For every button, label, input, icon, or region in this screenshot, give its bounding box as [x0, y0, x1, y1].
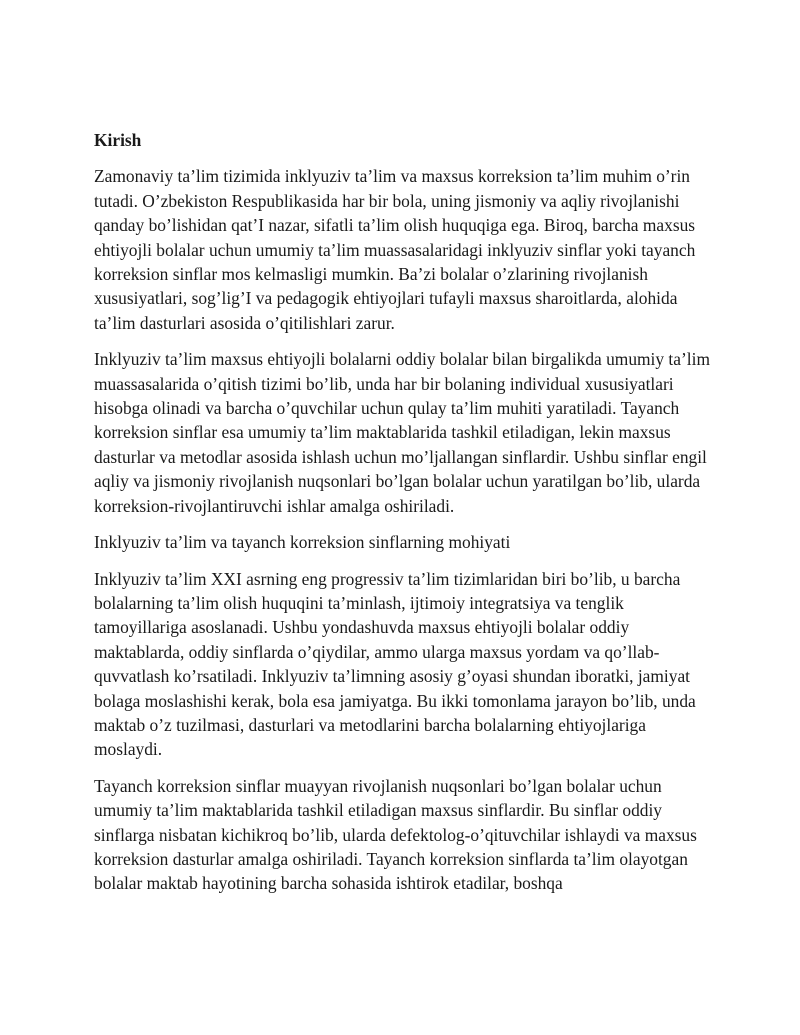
paragraph-inclusive-definition: Inklyuziv ta’lim maxsus ehtiyojli bolalarni oddiy bolalar bilan birgalikda umumiy ta’lim muassasalarida o’qitish tizimi bo’lib, unda har bir bolaning individual xususiyatlari hisobga olinadi va barcha o’quvchilar uchun qulay ta’lim muhiti yaratiladi. Tayanch korreksion sinflar esa umumiy ta’lim maktablarida tashkil etiladigan, lekin maxsus dasturlar va metodlar asosida ishlash uchun mo’ljallangan sinflardir. Ushbu sinflar engil aqliy va jismoniy rivojlanish nuqsonlari bo’lgan bolalar uchun yaratilgan bo’lib, ularda korreksion-rivojlantiruvchi ishlar amalga oshiriladi. [94, 349, 710, 516]
paragraph-intro: Zamonaviy ta’lim tizimida inklyuziv ta’lim va maxsus korreksion ta’lim muhim o’rin tutadi. O’zbekiston Respublikasida har bir bola, uning jismoniy va aqliy rivojlanishi qanday bo’lishidan qat’I nazar, sifatli ta’lim olish huquqiga ega. Biroq, barcha maxsus ehtiyojli bolalar uchun umumiy ta’lim muassasalaridagi inklyuziv sinflar yoki tayanch korreksion sinflar mos kelmasligi mumkin. Ba’zi bolalar o’zlarining rivojlanish xususiyatlari, sog’lig’I va pedagogik ehtiyojlari tufayli maxsus sharoitlarda, alohida ta’lim dasturlari asosida o’qitilishlari zarur. [94, 166, 696, 333]
document-page [94, 128, 710, 908]
paragraph-inclusive-principles: Inklyuziv ta’lim XXI asrning eng progressiv ta’lim tizimlaridan biri bo’lib, u barcha bolalarning ta’lim olish huquqini ta’minlash, ijtimoiy integratsiya va tenglik tamoyillariga asoslanadi. Ushbu yondashuvda maxsus ehtiyojli bolalar oddiy maktablarda, oddiy sinflarda o’qiydilar, ammo ularga maxsus yordam va qo’llab-quvvatlash ko’rsatiladi. Inklyuziv ta’limning asosiy g’oyasi shundan iboratki, jamiyat bolaga moslashishi kerak, bola esa jamiyatga. Bu ikki tomonlama jarayon bo’lib, unda maktab o’z tuzilmasi, dasturlari va metodlarini barcha bolalarning ehtiyojlariga moslaydi. [94, 568, 696, 760]
section-heading: Kirish [94, 130, 142, 150]
paragraph-correction-classes: Tayanch korreksion sinflar muayyan rivojlanish nuqsonlari bo’lgan bolalar uchun umumiy ta’lim maktablarida tashkil etiladigan maxsus sinflardir. Bu sinflar oddiy sinflarga nisbatan kichikroq bo’lib, ularda defektolog-o’qituvchilar ishlaydi va maxsus korreksion dasturlar amalga oshiriladi. Tayanch korreksion sinflarda ta’lim olayotgan bolalar maktab hayotining barcha sohasida ishtirok etadilar, boshqa [94, 775, 697, 894]
subheading-essence: Inklyuziv ta’lim va tayanch korreksion sinflarning mohiyati [94, 532, 511, 553]
